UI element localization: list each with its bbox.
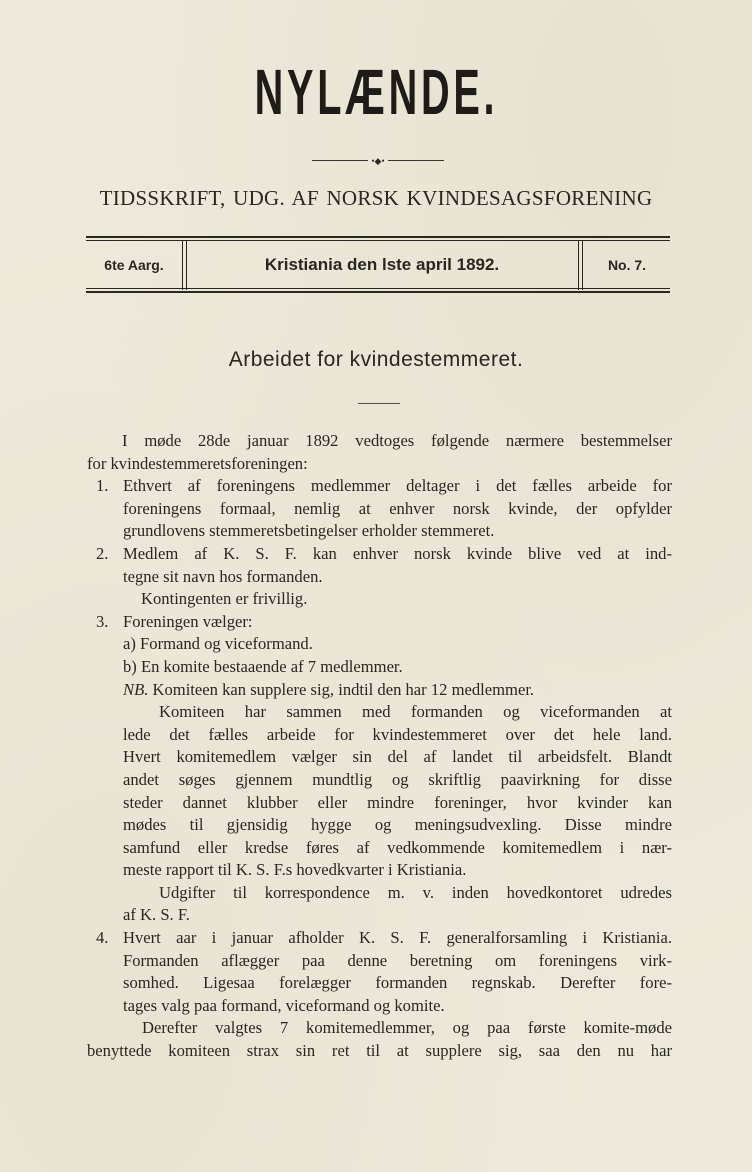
text-line: b) En komite bestaaende af 7 medlemmer. [123,656,403,676]
masthead [0,50,752,134]
text-line: grundlovens stemmeretsbetingelser erholder stemmeret. [123,521,495,541]
ornament-line-right [388,160,444,161]
issue-volume: 6te Aarg. [104,257,164,273]
text-line: mødes til gjensidig hygge og meningsudvexling. Disse mindre [123,815,672,835]
list-number: 3. [96,611,109,631]
text-line: Hvert komitemedlem vælger sin del af landet til arbeidsfelt. Blandt [123,747,672,767]
nb-label: NB. [123,679,149,699]
text-line: Hvert aar i januar afholder K. S. F. generalforsamling i Kristiania. [123,928,672,948]
text-line: for kvindestemmeretsforeningen: [87,453,308,473]
ornament-line-left [312,160,368,161]
list-number: 1. [96,476,109,496]
issue-bar-top-rule [86,236,670,238]
issue-bar-bottom-rule [86,291,670,293]
text-line: steder dannet klubber eller mindre foreninger, hvor kvinder kan [123,792,672,812]
issue-divider [578,240,579,290]
title-divider [358,403,400,404]
list-item-4 [87,927,672,1017]
text-line: andet søges gjennem mundtlig og skriftlig paavirkning for disse [123,769,672,789]
issue-divider [182,240,183,290]
text-line: Derefter valgtes 7 komitemedlemmer, og paa første komite-møde [142,1018,672,1038]
issue-divider [582,240,583,290]
text-line: Udgifter til korrespondence m. v. inden hovedkontoret udredes [159,882,672,902]
list-number: 2. [96,543,109,563]
list-item-3 [87,611,672,927]
text-line: tegne sit navn hos formanden. [123,566,323,586]
text-line: somhed. Ligesaa forelægger formanden regnskab. Derefter fore- [123,973,672,993]
text-line: Formanden aflægger paa denne beretning om foreningens virk- [123,950,672,970]
text-line: tages valg paa formand, viceformand og komite. [123,995,445,1015]
text-line: a) Formand og viceformand. [123,634,313,654]
list-item-2 [87,543,672,611]
list-number: 4. [96,928,109,948]
text-line: meste rapport til K. S. F.s hovedkvarter i Kristiania. [123,860,467,880]
article-body [87,430,672,1063]
nb-text: Komiteen kan supplere sig, indtil den har 12 medlemmer. [148,679,535,699]
issue-bar [86,242,670,288]
text-line: foreningens formaal, nemlig at enhver norsk kvinde, der opfylder [123,498,672,518]
text-line: I møde 28de januar 1892 vedtoges følgende nærmere bestemmelser [122,431,672,450]
text-line: benyttede komiteen strax sin ret til at supplere sig, saa den nu har [87,1041,672,1061]
text-line: Kontingenten er frivillig. [141,589,308,609]
journal-title: NYLÆNDE. [254,56,498,128]
issue-number: No. 7. [607,257,647,273]
ornament-diamond-icon: •◆• [371,156,385,166]
article-title: Arbeidet for kvindestemmeret. [228,348,524,371]
issue-bar-bottom-rule-thin [86,288,670,289]
text-line: Medlem af K. S. F. kan enhver norsk kvinde blive ved at ind- [123,543,672,563]
journal-subtitle: TIDSSKRIFT, UDG. AF NORSK KVINDESAGSFORENING [99,186,653,210]
text-line: Ethvert af foreningens medlemmer deltager i det fælles arbeide for [123,476,672,496]
text-line: samfund eller kredse føres af vedkommende komitemedlem i nær- [123,837,672,857]
issue-place-date: Kristiania den lste april 1892. [264,255,500,274]
text-line: Foreningen vælger: [123,611,253,631]
text-line [123,679,672,702]
title-ornament [312,157,444,165]
text-line: Komiteen har sammen med formanden og viceformanden at [159,702,672,722]
list-item-1 [87,475,672,543]
text-line: af K. S. F. [123,905,190,925]
text-line: lede det fælles arbeide for kvindestemmeret over det hele land. [123,724,672,744]
